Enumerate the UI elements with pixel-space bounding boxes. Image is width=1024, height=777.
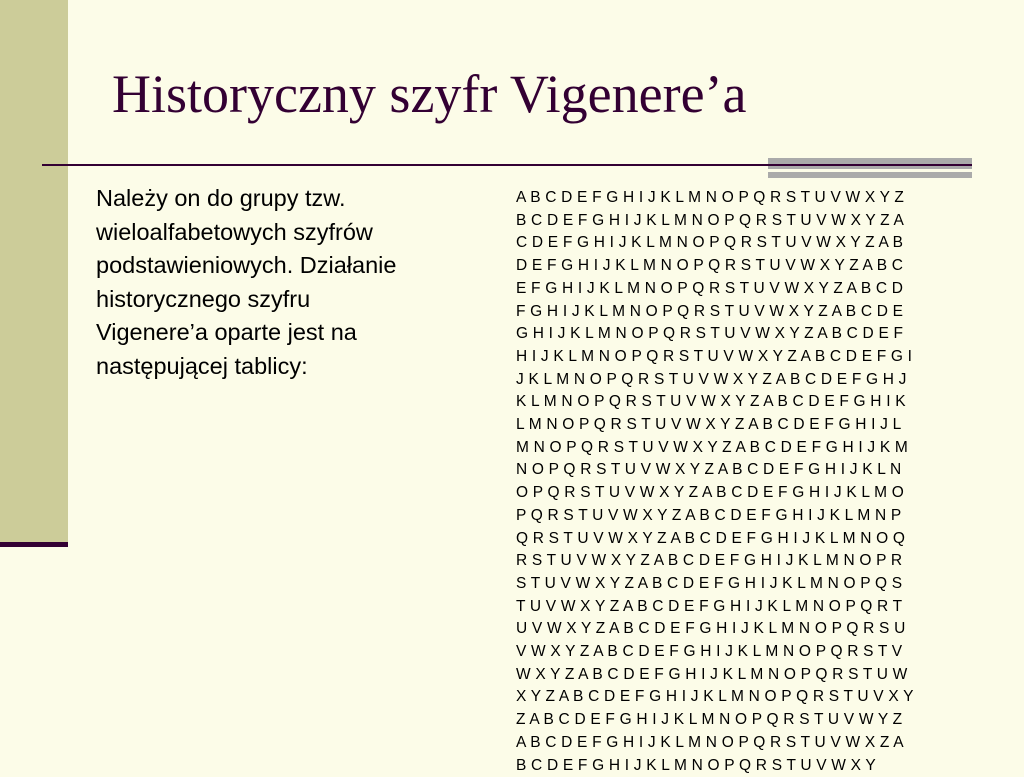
table-row: K L M N O P Q R S T U V W X Y Z A B C D E F G H I K: [516, 393, 906, 411]
table-row: A B C D E F G H I J K L M N O P Q R S T U V W X Y Z: [516, 189, 905, 206]
table-row: T U V W X Y Z A B C D E F G H I J K L M N O P Q R T: [516, 597, 903, 615]
table-row: H I J K L M N O P Q R S T U V W X Y Z A B C D E F G I: [516, 347, 913, 365]
table-row: A B C D E F G H I J K L M N O P Q R S T U V W X Z A: [516, 733, 904, 751]
vigenere-table: [516, 187, 982, 777]
table-row: U V W X Y Z A B C D E F G H I J K L M N O P Q R S U: [516, 620, 906, 638]
slide-title: Historyczny szyfr Vigenere’a: [112, 64, 747, 124]
table-row: S T U V W X Y Z A B C D E F G H I J K L M N O P Q S: [516, 574, 903, 592]
title-accent-bars: [768, 158, 972, 178]
table-row: W X Y Z A B C D E F G H I J K L M N O P Q R S T U W: [516, 665, 908, 683]
table-row: B C D E F G H I J K L M N O P Q R S T U V W X Y: [516, 756, 876, 774]
table-row: N O P Q R S T U V W X Y Z A B C D E F G H I J K L N: [516, 461, 902, 479]
table-row: Q R S T U V W X Y Z A B C D E F G H I J K L M N O Q: [516, 529, 906, 547]
table-row: E F G H I J K L M N O P Q R S T U V W X Y Z A B C D: [516, 279, 904, 297]
body-text: Należy on do grupy tzw. wieloalfabetowych szyfrów podstawieniowych. Działanie historycznego szyfru Vigenere’a oparte jest na następującej tablicy:: [96, 185, 397, 379]
table-row: G H I J K L M N O P Q R S T U V W X Y Z A B C D E F: [516, 325, 904, 343]
decorative-sidebar: [0, 0, 68, 542]
table-row: F G H I J K L M N O P Q R S T U V W X Y Z A B C D E: [516, 302, 904, 320]
table-row: L M N O P Q R S T U V W X Y Z A B C D E F G H I J L: [516, 416, 902, 434]
sidebar-rule: [0, 542, 68, 547]
table-row: J K L M N O P Q R S T U V W X Y Z A B C D E F G H J: [516, 370, 907, 388]
table-row: Z A B C D E F G H I J K L M N O P Q R S T U V W Y Z: [516, 711, 903, 729]
table-row: D E F G H I J K L M N O P Q R S T U V W X Y Z A B C: [516, 257, 904, 275]
table-row: C D E F G H I J K L M N O P Q R S T U V W X Y Z A B: [516, 234, 904, 252]
table-row: B C D E F G H I J K L M N O P Q R S T U V W X Y Z A: [516, 211, 905, 229]
table-row: P Q R S T U V W X Y Z A B C D E F G H I J K L M N P: [516, 506, 902, 524]
table-row: V W X Y Z A B C D E F G H I J K L M N O P Q R S T V: [516, 643, 903, 661]
table-row: X Y Z A B C D E F G H I J K L M N O P Q R S T U V X Y: [516, 688, 914, 706]
table-row: R S T U V W X Y Z A B C D E F G H I J K L M N O P R: [516, 552, 903, 570]
table-row: M N O P Q R S T U V W X Y Z A B C D E F G H I J K M: [516, 438, 909, 456]
table-row: O P Q R S T U V W X Y Z A B C D E F G H I J K L M O: [516, 484, 905, 502]
